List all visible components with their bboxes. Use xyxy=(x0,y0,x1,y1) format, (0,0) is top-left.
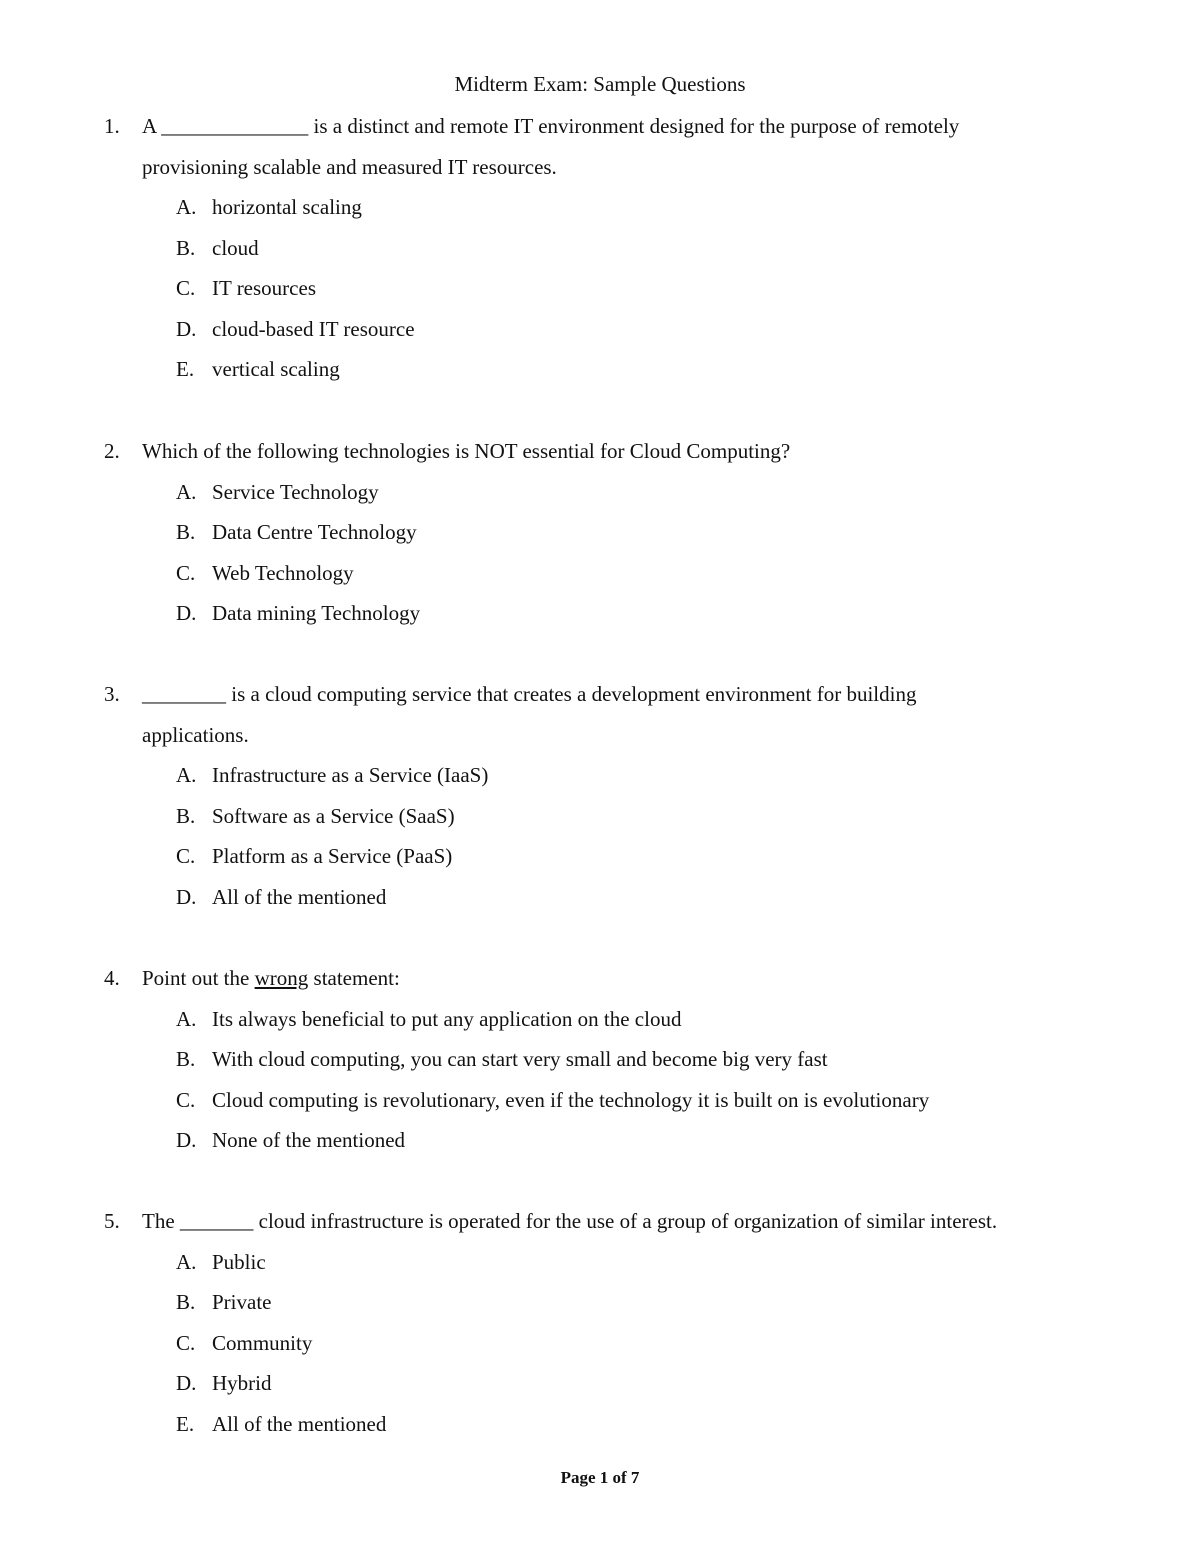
answer-option-a xyxy=(0,193,1200,234)
option-letter: B. xyxy=(176,803,196,828)
page-title: Midterm Exam: Sample Questions xyxy=(454,72,746,96)
question-number: 1. xyxy=(104,114,120,138)
option-letter: C. xyxy=(176,276,196,300)
question-text: The _______ cloud infrastructure is operated for the use of a group of organization of similar interest. xyxy=(142,1209,998,1233)
option-letter: A. xyxy=(176,763,197,787)
answer-option-c xyxy=(0,842,1200,883)
answer-option-d xyxy=(0,883,1200,924)
option-text: All of the mentioned xyxy=(212,1411,387,1436)
option-letter: A. xyxy=(176,1006,197,1031)
question-text: applications. xyxy=(142,722,249,747)
question-number: 4. xyxy=(104,966,120,990)
stem-after: statement: xyxy=(308,966,400,990)
option-text: Platform as a Service (PaaS) xyxy=(212,844,453,868)
option-letter: B. xyxy=(176,520,196,544)
answer-option-c xyxy=(0,1086,1200,1127)
question-stem-line xyxy=(0,153,1200,194)
option-letter: C. xyxy=(176,844,196,868)
option-text: Infrastructure as a Service (IaaS) xyxy=(212,763,489,787)
question-text: Which of the following technologies is NOT essential for Cloud Computing? xyxy=(142,439,791,463)
question-3 xyxy=(0,680,1200,923)
option-letter: D. xyxy=(176,1128,197,1152)
option-text: horizontal scaling xyxy=(212,195,362,219)
option-text: All of the mentioned xyxy=(212,884,387,909)
option-text: Data Centre Technology xyxy=(212,520,417,544)
question-stem-line xyxy=(0,1207,1200,1248)
option-letter: C. xyxy=(176,1087,196,1112)
option-text: Public xyxy=(212,1249,266,1274)
option-letter: E. xyxy=(176,1411,195,1436)
option-letter: A. xyxy=(176,479,197,504)
answer-option-a xyxy=(0,1248,1200,1289)
option-text: cloud-based IT resource xyxy=(212,316,415,341)
page-number-footer: Page 1 of 7 xyxy=(560,1468,640,1487)
option-text: IT resources xyxy=(212,276,316,300)
option-text: Software as a Service (SaaS) xyxy=(212,803,455,828)
option-text: Hybrid xyxy=(212,1371,272,1395)
answer-option-d xyxy=(0,1369,1200,1410)
answer-option-b xyxy=(0,518,1200,559)
option-text: Web Technology xyxy=(212,560,354,585)
answer-option-d xyxy=(0,599,1200,640)
option-letter: B. xyxy=(176,1047,196,1071)
option-letter: C. xyxy=(176,1330,196,1355)
answer-option-c xyxy=(0,559,1200,600)
question-number: 2. xyxy=(104,439,120,463)
option-text: With cloud computing, you can start very small and become big very fast xyxy=(212,1047,828,1071)
question-stem-line xyxy=(0,112,1200,153)
option-text: cloud xyxy=(212,235,259,260)
answer-option-a xyxy=(0,478,1200,519)
option-text: Its always beneficial to put any application on the cloud xyxy=(212,1006,682,1031)
answer-option-a xyxy=(0,1005,1200,1046)
answer-option-c xyxy=(0,1329,1200,1370)
option-text: Cloud computing is revolutionary, even if the technology it is built on is evolutionary xyxy=(212,1087,930,1112)
stem-before: Point out the xyxy=(142,966,255,990)
answer-option-e xyxy=(0,1410,1200,1451)
stem-underlined-word: wrong xyxy=(254,966,309,990)
question-2 xyxy=(0,437,1200,640)
answer-option-c xyxy=(0,274,1200,315)
question-1 xyxy=(0,112,1200,396)
question-stem-line xyxy=(0,680,1200,721)
answer-option-b xyxy=(0,234,1200,275)
answer-option-e xyxy=(0,355,1200,396)
question-stem-line xyxy=(0,964,1200,1005)
option-letter: D. xyxy=(176,1371,197,1395)
option-letter: C. xyxy=(176,560,196,585)
option-letter: A. xyxy=(176,195,197,219)
question-text: provisioning scalable and measured IT resources. xyxy=(142,154,557,179)
question-text: A ______________ is a distinct and remote IT environment designed for the purpose of remotely xyxy=(142,114,960,138)
question-stem-line xyxy=(0,437,1200,478)
answer-option-b xyxy=(0,802,1200,843)
option-text: vertical scaling xyxy=(212,357,340,381)
question-stem-line xyxy=(0,721,1200,762)
option-letter: B. xyxy=(176,235,196,260)
option-letter: A. xyxy=(176,1249,197,1274)
option-text: Service Technology xyxy=(212,479,379,504)
option-letter: D. xyxy=(176,316,197,341)
question-4 xyxy=(0,964,1200,1167)
answer-option-b xyxy=(0,1288,1200,1329)
option-letter: D. xyxy=(176,601,197,625)
question-number: 5. xyxy=(104,1209,120,1233)
option-letter: D. xyxy=(176,884,197,909)
option-text: Community xyxy=(212,1330,313,1355)
answer-option-d xyxy=(0,315,1200,356)
answer-option-b xyxy=(0,1045,1200,1086)
answer-option-a xyxy=(0,761,1200,802)
option-letter: B. xyxy=(176,1290,196,1314)
option-text: None of the mentioned xyxy=(212,1128,406,1152)
option-letter: E. xyxy=(176,357,195,381)
question-text xyxy=(142,964,400,992)
option-text: Private xyxy=(212,1290,272,1314)
question-number: 3. xyxy=(104,682,120,706)
question-5 xyxy=(0,1207,1200,1450)
answer-option-d xyxy=(0,1126,1200,1167)
option-text: Data mining Technology xyxy=(212,601,421,625)
question-text: ________ is a cloud computing service that creates a development environment for building xyxy=(142,682,917,706)
